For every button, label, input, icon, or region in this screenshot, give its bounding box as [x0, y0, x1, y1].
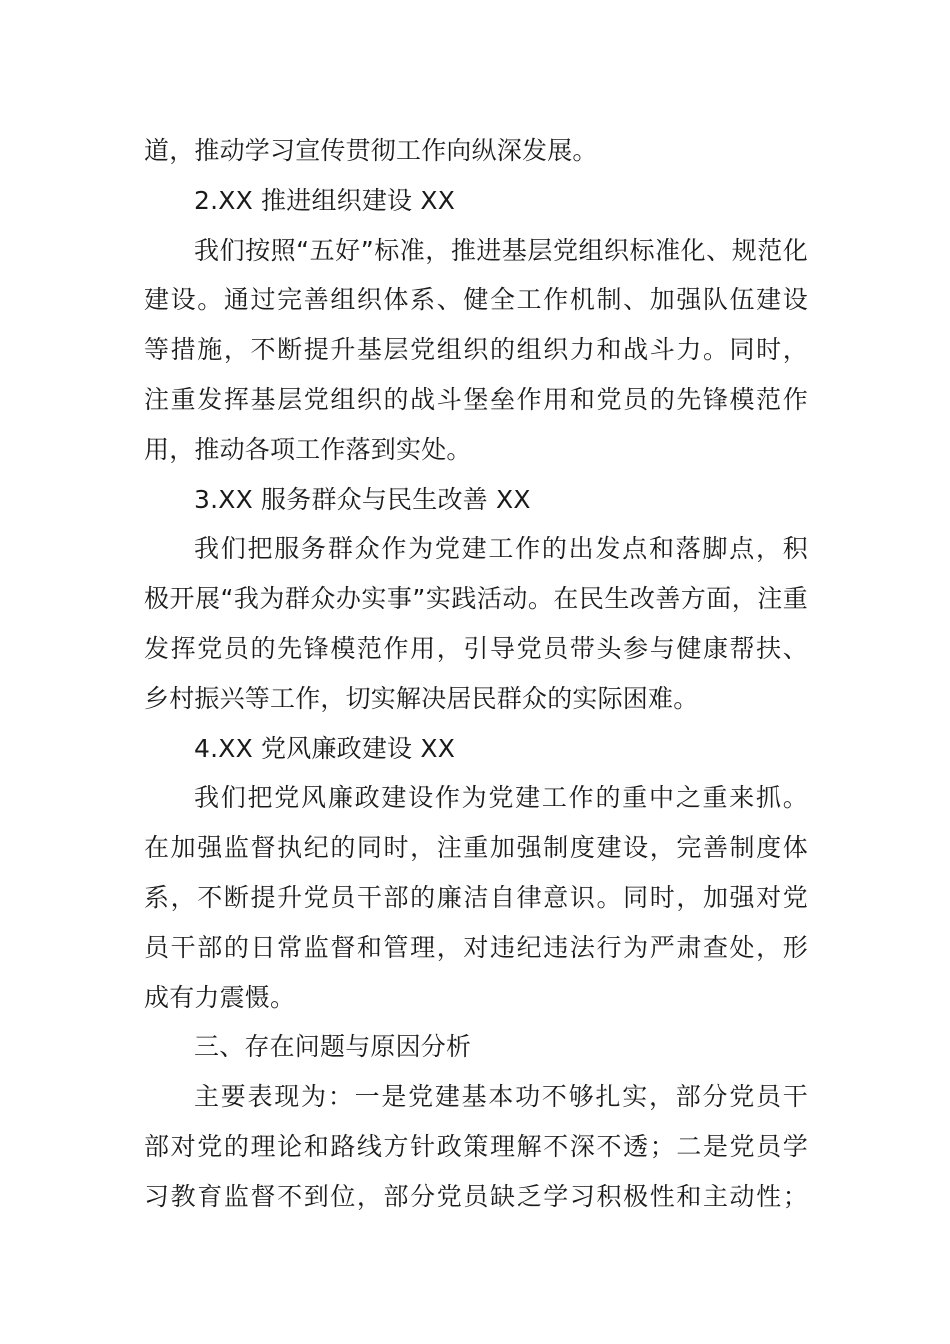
section-heading: 3.XX 服务群众与民生改善 XX	[194, 484, 531, 514]
document-body	[144, 126, 808, 1222]
text-line: 主要表现为：一是党建基本功不够扎实，部分党员干	[194, 1082, 808, 1112]
text-line: 成有力震慑。	[144, 982, 296, 1012]
text-line: 用，推动各项工作落到实处。	[144, 434, 472, 464]
text-line: 员干部的日常监督和管理，对违纪违法行为严肃查处，形	[144, 932, 808, 962]
section-heading: 4.XX 党风廉政建设 XX	[194, 733, 456, 763]
text-line: 等措施，不断提升基层党组织的组织力和战斗力。同时，	[144, 335, 808, 365]
text-line: 道，推动学习宣传贯彻工作向纵深发展。	[144, 136, 598, 165]
text-line: 我们把党风廉政建设作为党建工作的重中之重来抓。	[194, 783, 808, 813]
text-line: 注重发挥基层党组织的战斗堡垒作用和党员的先锋模范作	[144, 384, 808, 414]
section-heading: 三、存在问题与原因分析	[194, 1032, 472, 1062]
text-line: 发挥党员的先锋模范作用，引导党员带头参与健康帮扶、	[144, 633, 808, 663]
text-line: 在加强监督执纪的同时，注重加强制度建设，完善制度体	[144, 833, 808, 863]
text-line: 乡村振兴等工作，切实解决居民群众的实际困难。	[144, 683, 699, 713]
section-heading: 2.XX 推进组织建设 XX	[194, 185, 456, 215]
text-line: 我们把服务群众作为党建工作的出发点和落脚点，积	[194, 534, 808, 564]
text-line: 我们按照“五好”标准，推进基层党组织标准化、规范化	[194, 235, 808, 265]
text-line: 习教育监督不到位，部分党员缺乏学习积极性和主动性；	[144, 1181, 808, 1211]
text-line: 极开展“我为群众办实事”实践活动。在民生改善方面，注重	[144, 584, 808, 614]
text-line: 部对党的理论和路线方针政策理解不深不透；二是党员学	[144, 1131, 808, 1161]
text-line: 建设。通过完善组织体系、健全工作机制、加强队伍建设	[144, 285, 808, 315]
text-line: 系，不断提升党员干部的廉洁自律意识。同时，加强对党	[144, 882, 808, 912]
